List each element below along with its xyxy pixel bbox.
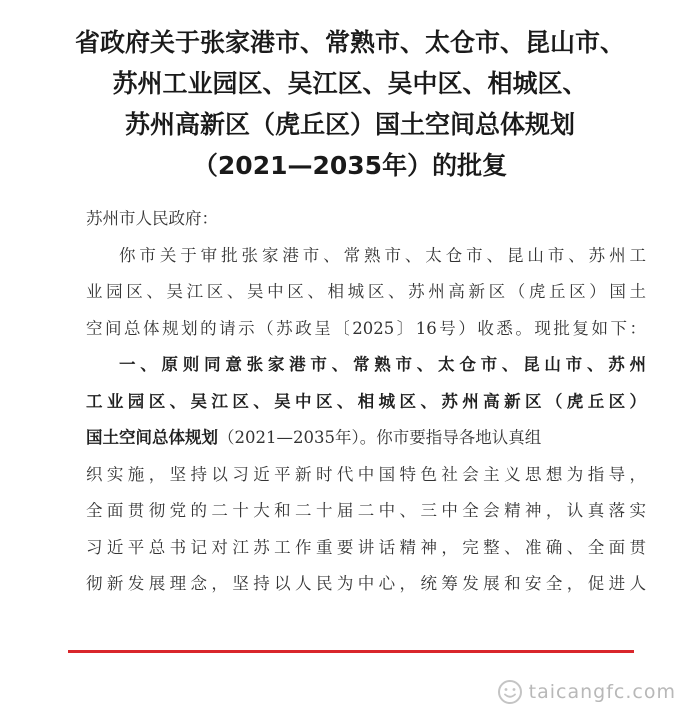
paragraph-bold-line: 工业园区、吴江区、吴中区、相城区、苏州高新区（虎丘区）	[86, 391, 646, 411]
smiley-icon	[497, 679, 523, 705]
title-line: 苏州工业园区、吴江区、吴中区、相城区、	[112, 69, 588, 98]
document-title	[40, 22, 660, 186]
salutation: 苏州市人民政府：	[86, 209, 218, 228]
document-body	[86, 201, 646, 603]
paragraph-line: 织实施，坚持以习近平新时代中国特色社会主义思想为指导，	[86, 464, 646, 484]
paragraph-text: （2021—2035年）。你市要指导各地认真组	[218, 428, 542, 447]
paragraph-line: 全面贯彻党的二十大和二十届二中、三中全会精神，认真落实	[86, 501, 646, 520]
site-watermark	[497, 677, 676, 707]
red-divider-rule	[68, 650, 634, 653]
bold-phrase: 国土空间总体规划	[86, 428, 218, 447]
watermark-text: taicangfc.com	[528, 681, 676, 703]
paragraph-line: 空间总体规划的请示（苏政呈〔2025〕16号）收悉。现批复如下：	[86, 318, 646, 338]
title-line: （2021—2035年）的批复	[192, 151, 508, 180]
paragraph-bold-line: 一、原则同意张家港市、常熟市、太仓市、昆山市、苏州	[119, 355, 646, 374]
title-line: 省政府关于张家港市、常熟市、太仓市、昆山市、	[74, 28, 625, 57]
paragraph-line: 习近平总书记对江苏工作重要讲话精神，完整、准确、全面贯	[86, 537, 646, 557]
paragraph-line: 彻新发展理念，坚持以人民为中心，统筹发展和安全，促进人	[86, 574, 646, 593]
title-line: 苏州高新区（虎丘区）国土空间总体规划	[124, 110, 575, 139]
paragraph-line: 你市关于审批张家港市、常熟市、太仓市、昆山市、苏州工	[119, 245, 646, 265]
paragraph-line: 业园区、吴江区、吴中区、相城区、苏州高新区（虎丘区）国土	[86, 282, 646, 301]
paragraph-mixed-line	[86, 420, 646, 457]
